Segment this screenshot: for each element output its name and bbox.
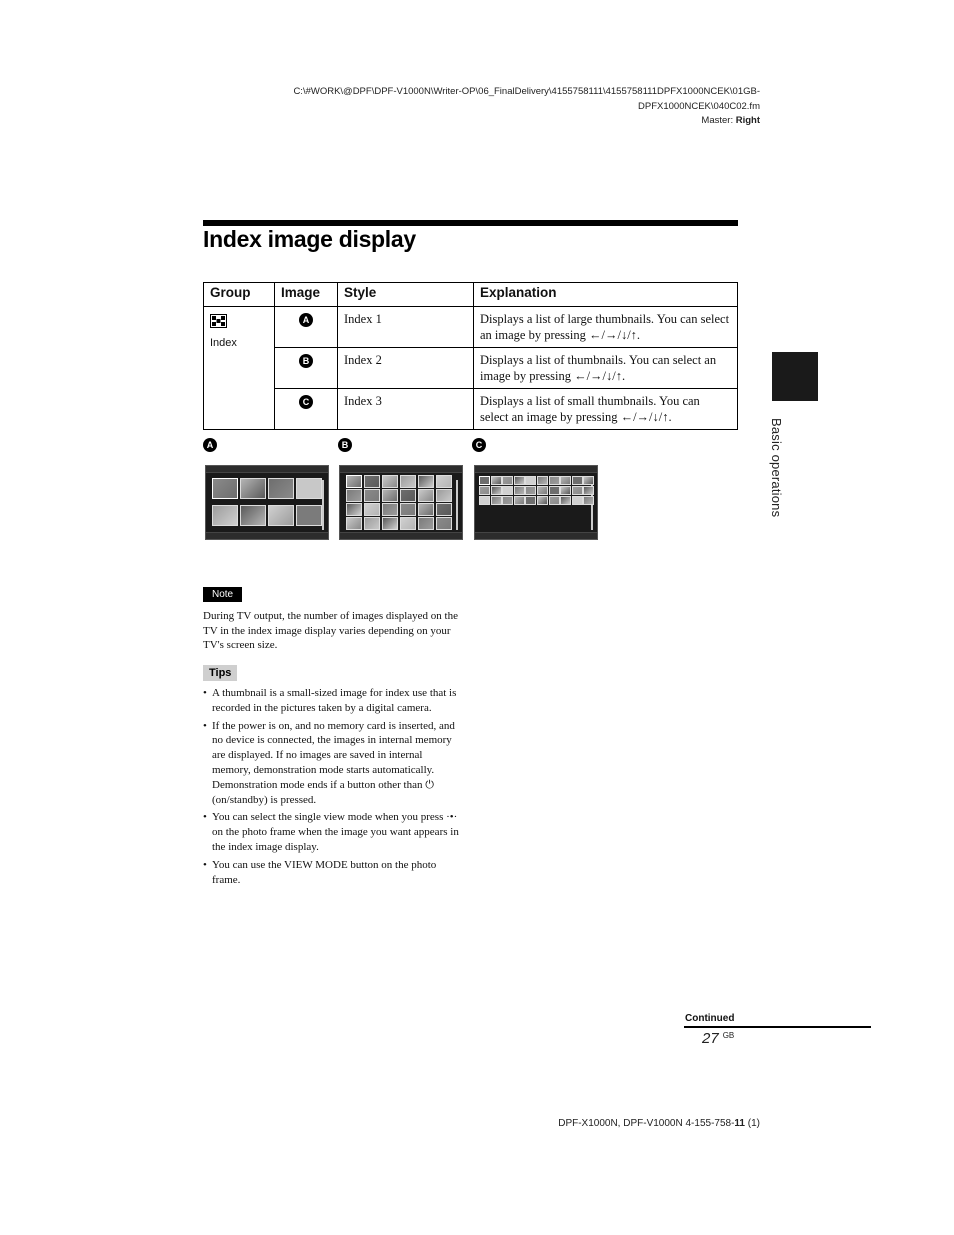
thumbnail-image <box>382 503 398 516</box>
index-grid-icon <box>210 314 227 328</box>
screen-bottom-bar <box>475 532 597 539</box>
thumbnail-image <box>537 476 548 485</box>
tips-list <box>203 686 459 890</box>
screen-bottom-bar <box>206 532 328 539</box>
thumbnail-image <box>479 476 490 485</box>
thumbnail-image <box>400 475 416 488</box>
screen-label-a: A <box>203 438 217 452</box>
thumbnail-image <box>525 486 536 495</box>
thumbnail-image <box>479 486 490 495</box>
tips-label: Tips <box>203 665 237 681</box>
file-path-line-2: DPFX1000NCEK\040C02.fm <box>638 100 760 112</box>
thumbnail-image <box>400 503 416 516</box>
screen-scrollbar <box>322 480 324 530</box>
thumbnail-image <box>583 486 594 495</box>
index-style-table <box>203 282 738 430</box>
thumbnail-image <box>549 486 560 495</box>
thumbnail-image <box>240 478 266 499</box>
thumbnail-image <box>296 478 322 499</box>
style-cell: Index 2 <box>338 348 474 389</box>
thumbnail-image <box>572 486 583 495</box>
thumbnail-image <box>549 476 560 485</box>
thumbnail-image <box>537 496 548 505</box>
list-item: • If the power is on, and no memory card is inserted, and no device is connected, the images in internal memory are displayed. If no images are saved in internal memory, demonstration mode starts automatically. Demonstration mode ends if a button other than ⏻ (on/standby) is pressed. <box>203 719 459 808</box>
thumbnail-image <box>346 475 362 488</box>
screen-scrollbar <box>456 480 458 530</box>
thumbnail-image <box>491 486 502 495</box>
thumbnail-image <box>560 496 571 505</box>
thumbnail-image <box>212 505 238 526</box>
index-3-screenshot <box>474 465 598 540</box>
screen-top-bar <box>475 466 597 473</box>
thumbnail-image <box>583 496 594 505</box>
note-text: During TV output, the number of images displayed on the TV in the index image display varies depending on your TV's screen size. <box>203 610 458 652</box>
thumbnail-image <box>212 478 238 499</box>
explanation-cell: Displays a list of small thumbnails. You can select an image by pressing ←/→/↓/↑. <box>474 389 738 430</box>
model-footer: DPF-X1000N, DPF-V1000N 4-155-758-11 (1) <box>558 1118 760 1129</box>
thumbnail-image <box>346 517 362 530</box>
thumbnail-image <box>525 476 536 485</box>
list-item: • You can use the VIEW MODE button on the photo frame. <box>203 858 459 888</box>
image-cell <box>275 348 338 389</box>
image-marker-a: A <box>299 313 313 327</box>
thumbnail-image <box>491 496 502 505</box>
thumbnail-image <box>364 489 380 502</box>
thumbnail-image <box>436 517 452 530</box>
index-1-screenshot <box>205 465 329 540</box>
thumbnail-image <box>560 476 571 485</box>
thumbnail-image <box>268 505 294 526</box>
thumbnail-image <box>418 489 434 502</box>
thumbnail-image <box>436 489 452 502</box>
thumbnail-image <box>436 503 452 516</box>
thumbnail-image <box>382 475 398 488</box>
image-cell <box>275 389 338 430</box>
thumbnail-image <box>364 475 380 488</box>
screen-top-bar <box>340 466 462 473</box>
thumbnail-image <box>346 503 362 516</box>
thumbnail-image <box>502 476 513 485</box>
thumbnail-image <box>572 496 583 505</box>
screen-label-b: B <box>338 438 352 452</box>
thumbnail-image <box>364 517 380 530</box>
thumbnail-image <box>364 503 380 516</box>
thumbnail-image <box>418 475 434 488</box>
model-footer-bold: 11 <box>734 1118 745 1129</box>
section-tab-label: Basic operations <box>769 418 784 518</box>
thumbnail-image <box>382 517 398 530</box>
thumbnail-image <box>346 489 362 502</box>
header-group: Group <box>204 283 275 307</box>
thumbnail-image <box>572 476 583 485</box>
thumbnail-image <box>296 505 322 526</box>
page-title: Index image display <box>203 226 416 252</box>
thumbnail-image <box>382 489 398 502</box>
page-number: 27 $^{GB}$ <box>702 1030 735 1047</box>
explanation-cell: Displays a list of thumbnails. You can select an image by pressing ←/→/↓/↑. <box>474 348 738 389</box>
thumbnail-image <box>436 475 452 488</box>
thumbnail-image <box>560 486 571 495</box>
thumbnail-image <box>268 478 294 499</box>
note-label: Note <box>203 587 242 602</box>
continued-rule <box>684 1026 871 1028</box>
thumbnail-image <box>502 496 513 505</box>
table-row <box>204 389 738 430</box>
thumbnail-image <box>479 496 490 505</box>
header-explanation: Explanation <box>474 283 738 307</box>
thumbnail-image <box>537 486 548 495</box>
screen-top-bar <box>206 466 328 473</box>
index-2-screenshot <box>339 465 463 540</box>
image-marker-c: C <box>299 395 313 409</box>
group-cell <box>204 307 275 430</box>
image-marker-b: B <box>299 354 313 368</box>
style-cell: Index 1 <box>338 307 474 348</box>
screen-label-c: C <box>472 438 486 452</box>
master-label: Master: Right <box>701 115 760 126</box>
header-style: Style <box>338 283 474 307</box>
thumbnail-image <box>491 476 502 485</box>
file-path-line-1: C:\#WORK\@DPF\DPF-V1000N\Writer-OP\06_FinalDelivery\4155758111\4155758111DPFX1000NCEK\01GB- <box>293 86 760 97</box>
page-suffix: GB <box>722 1031 735 1040</box>
list-item: • You can select the single view mode when you press ·•· on the photo frame when the image you want appears in the index image display. <box>203 810 459 854</box>
thumbnail-image <box>240 505 266 526</box>
thumbnail-image <box>514 476 525 485</box>
table-row <box>204 307 738 348</box>
section-tab <box>772 352 818 401</box>
thumbnail-image <box>418 503 434 516</box>
thumbnail-image <box>514 486 525 495</box>
table-header-row <box>204 283 738 307</box>
continued-label: Continued <box>685 1013 735 1024</box>
list-item: • A thumbnail is a small-sized image for index use that is recorded in the pictures taken by a digital camera. <box>203 686 459 716</box>
thumbnail-image <box>549 496 560 505</box>
table-row <box>204 348 738 389</box>
style-cell: Index 3 <box>338 389 474 430</box>
explanation-cell: Displays a list of large thumbnails. You can select an image by pressing ←/→/↓/↑. <box>474 307 738 348</box>
thumbnail-image <box>525 496 536 505</box>
thumbnail-image <box>502 486 513 495</box>
header-image: Image <box>275 283 338 307</box>
image-cell <box>275 307 338 348</box>
file-path-header <box>293 85 760 129</box>
thumbnail-image <box>400 489 416 502</box>
group-label-index: Index <box>210 337 237 349</box>
thumbnail-image <box>418 517 434 530</box>
master-value: Right <box>735 115 760 126</box>
thumbnail-image <box>400 517 416 530</box>
screen-bottom-bar <box>340 532 462 539</box>
thumbnail-image <box>583 476 594 485</box>
thumbnail-image <box>514 496 525 505</box>
